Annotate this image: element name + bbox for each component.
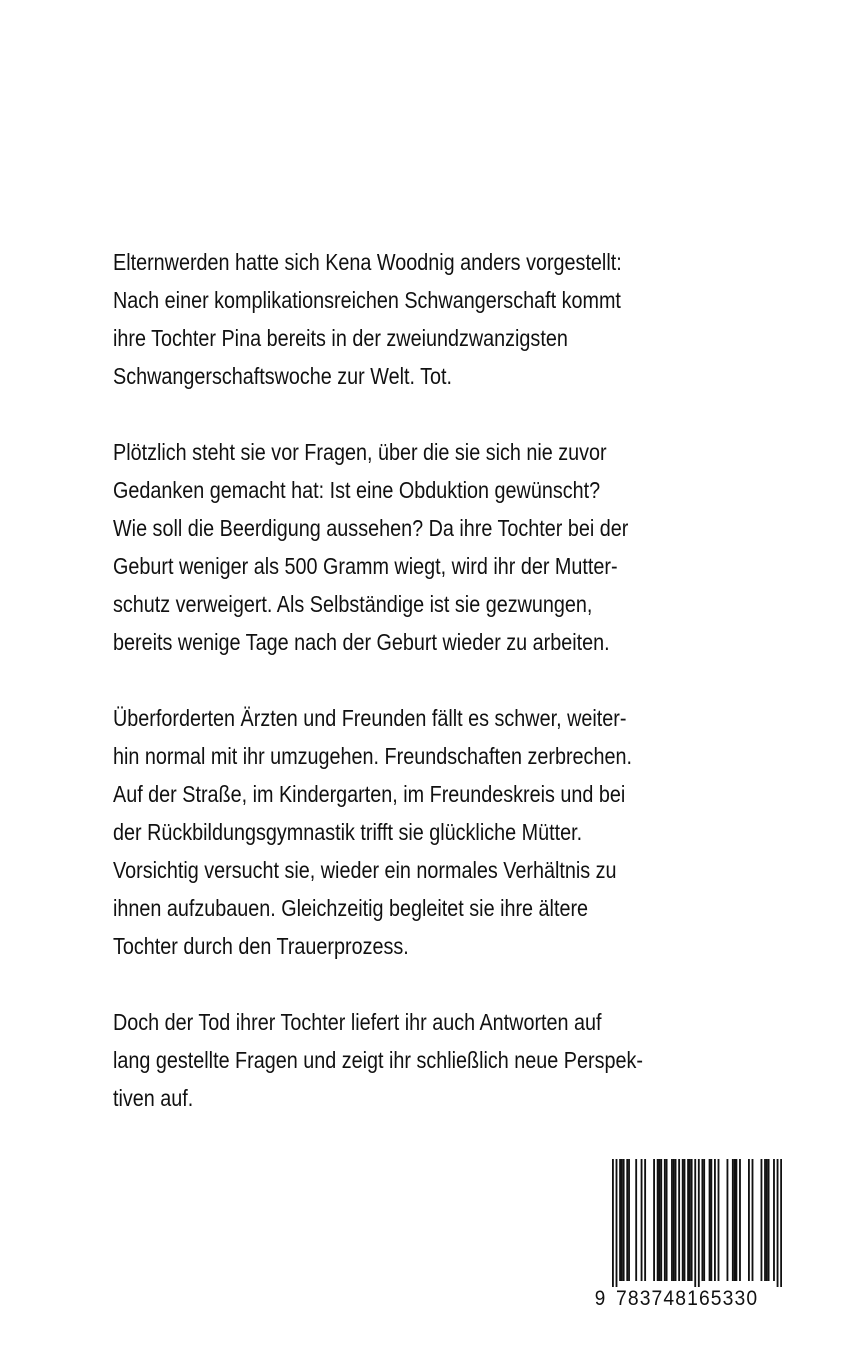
barcode-bar — [727, 1159, 729, 1281]
text-line: tiven auf. — [113, 1085, 194, 1111]
barcode-graphic — [612, 1159, 782, 1287]
barcode-bar — [773, 1159, 775, 1281]
barcode-bar — [612, 1159, 614, 1287]
text-line: ihre Tochter Pina bereits in der zweiundzwanzigsten — [113, 325, 568, 351]
text-line: Plötzlich steht sie vor Fragen, über die sie sich nie zuvor — [113, 439, 607, 465]
isbn-barcode — [590, 1157, 786, 1315]
barcode-bar — [623, 1159, 625, 1281]
text-line: ihnen aufzubauen. Gleichzeitig begleitet sie ihre ältere — [113, 895, 589, 921]
barcode-bar — [761, 1159, 763, 1281]
barcode-bar — [666, 1159, 668, 1281]
barcode-bar — [698, 1159, 700, 1287]
barcode-bar — [653, 1159, 655, 1281]
text-line: hin normal mit ihr umzugehen. Freundschaften zerbrechen. — [113, 743, 632, 769]
text-line: Elternwerden hatte sich Kena Woodnig anders vorgestellt: — [113, 249, 622, 275]
barcode-bar — [777, 1159, 779, 1287]
barcode-bar — [659, 1159, 661, 1281]
barcode-bar — [671, 1159, 673, 1281]
text-line: schutz verweigert. Als Selbständige ist sie gezwungen, — [113, 591, 593, 617]
text-line: Tochter durch den Trauerprozess. — [113, 933, 409, 959]
text-line: Wie soll die Beerdigung aussehen? Da ihre Tochter bei der — [113, 515, 629, 541]
barcode-bars — [612, 1159, 782, 1287]
barcode-bar — [739, 1159, 741, 1281]
text-line: Nach einer komplikationsreichen Schwangerschaft kommt — [113, 287, 621, 313]
barcode-bar — [718, 1159, 720, 1281]
barcode-bar — [710, 1159, 712, 1281]
barcode-bar — [689, 1159, 691, 1281]
barcode-bar — [768, 1159, 770, 1281]
text-line: Schwangerschaftswoche zur Welt. Tot. — [113, 363, 452, 389]
paragraph-1 — [113, 243, 753, 395]
barcode-bar — [673, 1159, 675, 1281]
barcode-bar — [621, 1159, 623, 1281]
barcode-bar — [701, 1159, 703, 1281]
text-line: lang gestellte Fragen und zeigt ihr schließlich neue Perspek- — [113, 1047, 643, 1073]
barcode-bar — [752, 1159, 754, 1281]
barcode-bar — [682, 1159, 684, 1281]
text-line: Vorsichtig versucht sie, wieder ein normales Verhältnis zu — [113, 857, 617, 883]
barcode-bar — [616, 1159, 618, 1287]
text-line: der Rückbildungsgymnastik trifft sie glückliche Mütter. — [113, 819, 583, 845]
barcode-bar — [628, 1159, 630, 1281]
barcode-bar — [675, 1159, 677, 1281]
text-line: Geburt weniger als 500 Gramm wiegt, wird ihr der Mutter- — [113, 553, 618, 579]
barcode-bar — [780, 1159, 782, 1287]
barcode-bar — [619, 1159, 621, 1281]
barcode-bar — [641, 1159, 643, 1281]
barcode-bar — [691, 1159, 693, 1281]
barcode-bar — [703, 1159, 705, 1281]
paragraph-2 — [113, 433, 753, 661]
barcode-bar — [684, 1159, 686, 1281]
barcode-bar — [664, 1159, 666, 1281]
barcode-bar — [748, 1159, 750, 1281]
text-line: Überforderten Ärzten und Freunden fällt es schwer, weiter- — [113, 705, 627, 731]
barcode-bar — [657, 1159, 659, 1281]
text-line: Auf der Straße, im Kindergarten, im Freundeskreis und bei — [113, 781, 626, 807]
barcode-bar — [709, 1159, 711, 1281]
barcode-bar — [694, 1159, 696, 1287]
barcode-bar — [764, 1159, 766, 1281]
text-line: Gedanken gemacht hat: Ist eine Obduktion gewünscht? — [113, 477, 601, 503]
text-line: bereits wenige Tage nach der Geburt wieder zu arbeiten. — [113, 629, 610, 655]
blurb-text — [113, 243, 753, 1117]
barcode-bar — [734, 1159, 736, 1281]
barcode-number: 783748165330 — [616, 1287, 759, 1310]
barcode-bar — [714, 1159, 716, 1281]
barcode-bar — [735, 1159, 737, 1281]
barcode-bar — [766, 1159, 768, 1281]
barcode-bar — [660, 1159, 662, 1281]
barcode-digits — [590, 1285, 786, 1313]
barcode-bar — [644, 1159, 646, 1281]
paragraph-4 — [113, 1003, 753, 1117]
barcode-bar — [678, 1159, 680, 1281]
paragraph-3 — [113, 699, 753, 965]
barcode-bar — [732, 1159, 734, 1281]
barcode-bar — [635, 1159, 637, 1281]
text-line: Doch der Tod ihrer Tochter liefert ihr auch Antworten auf — [113, 1009, 602, 1035]
barcode-bar — [687, 1159, 689, 1281]
barcode-bar — [626, 1159, 628, 1281]
barcode-first-digit: 9 — [594, 1287, 606, 1310]
